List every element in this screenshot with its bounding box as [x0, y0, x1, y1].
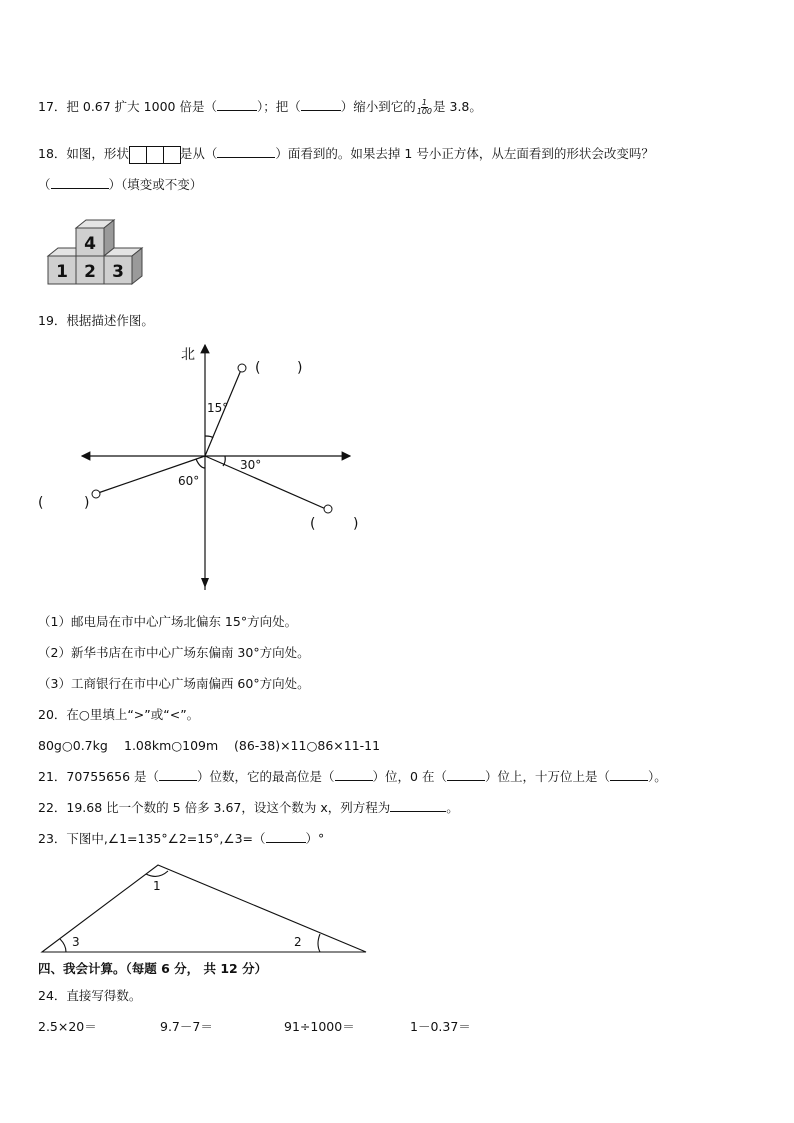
cube-label-1: 1: [56, 262, 68, 282]
q21-text-3: ）位，0 在（: [372, 769, 447, 784]
paren-close: ): [84, 495, 90, 511]
question-23: [38, 830, 324, 848]
q19-item-1: （1）邮电局在市中心广场北偏东 15°方向处。: [38, 614, 298, 629]
q20-item-1: 80g○0.7kg: [38, 738, 108, 753]
q17-text-1: 17．把 0.67 扩大 1000 倍是（: [38, 99, 217, 114]
compass-direction-diagram: [30, 338, 370, 594]
triangle-figure: [38, 858, 378, 956]
q17-text-2: ）；把（: [256, 99, 301, 114]
q18-text-3: ）面看到的。如果去掉 1 号小正方体，从左面看到的形状会改变吗？: [275, 146, 654, 161]
q17-text-4: 是 3.8。: [433, 99, 482, 114]
question-24-title: 24．直接写得数。: [38, 988, 142, 1003]
point-bank: [92, 490, 100, 498]
paren-open: (: [310, 516, 316, 532]
q18-text-1: 18．如图，形状: [38, 146, 129, 161]
q21-answer-blank-4[interactable]: [610, 768, 648, 781]
angle-label-1: 1: [153, 879, 161, 893]
q20-item-3: (86-38)×11○86×11-11: [234, 738, 381, 753]
q17-fraction-numerator: 1: [421, 98, 427, 107]
q17-fraction: [417, 99, 432, 116]
q17-answer-blank-2[interactable]: [301, 98, 341, 111]
angle-arc-2: [318, 934, 320, 952]
paren-open: (: [38, 495, 44, 511]
q17-answer-blank-1[interactable]: [217, 98, 257, 111]
q21-text-1: 21．70755656 是（: [38, 769, 160, 784]
q18-answer-blank-1[interactable]: [217, 145, 275, 158]
paren-close: ): [297, 360, 303, 376]
q21-text-2: ）位数，它的最高位是（: [197, 769, 335, 784]
question-20-title: 20．在○里填上“>”或“<”。: [38, 707, 200, 722]
question-22: [38, 799, 459, 817]
q18-shape-square: [163, 146, 181, 164]
point-bookstore: [324, 505, 332, 513]
q22-answer-blank[interactable]: [390, 799, 446, 812]
question-18-line-2: [38, 176, 202, 194]
question-18: [38, 145, 654, 164]
angle-label-2: 2: [294, 935, 302, 949]
q24-items: [38, 1018, 471, 1036]
q22-text: 22．19.68 比一个数的 5 倍多 3.67，设这个数为 x，列方程为: [38, 800, 391, 815]
q19-item-3: （3）工商银行在市中心广场南偏西 60°方向处。: [38, 676, 310, 691]
q24-item-4: 1－0.37＝: [410, 1019, 471, 1034]
q18-shape-figure: [129, 145, 180, 164]
q20-items: [38, 737, 380, 755]
paren-open: (: [255, 360, 261, 376]
question-21: [38, 768, 667, 786]
q21-text-5: ）。: [647, 769, 667, 784]
angle-arc-15: [205, 436, 213, 438]
q18-shape-square: [146, 146, 164, 164]
q17-fraction-denominator: 100: [416, 107, 433, 116]
q24-item-2: 9.7－7＝: [160, 1019, 213, 1034]
angle-label-30: 30°: [240, 458, 262, 472]
q23-text-1: 23．下图中,∠1=135°∠2=15°,∠3=（: [38, 831, 266, 846]
cube-label-4: 4: [84, 234, 96, 254]
q20-item-2: 1.08km○109m: [124, 738, 219, 753]
ray-east-south-30: [205, 456, 326, 509]
q19-item-2: （2）新华书店在市中心广场东偏南 30°方向处。: [38, 645, 310, 660]
angle-label-15: 15°: [207, 401, 229, 415]
q18-answer-blank-2[interactable]: [51, 176, 109, 189]
q18-shape-square: [129, 146, 147, 164]
triangle-shape: [42, 865, 366, 952]
cube-label-3: 3: [112, 262, 124, 282]
cube-label-2: 2: [84, 262, 96, 282]
q21-text-4: ）位上，十万位上是（: [484, 769, 610, 784]
north-label: 北: [181, 347, 195, 363]
q18-text-5: ）（填变或不变）: [108, 177, 203, 192]
q23-text-2: ）°: [305, 831, 325, 846]
q17-text-3: ）缩小到它的: [340, 99, 416, 114]
section-4-title: 四、我会计算。（每题 6 分， 共 12 分）: [38, 961, 268, 976]
angle-arc-60: [196, 459, 205, 468]
angle-label-60: 60°: [178, 474, 200, 488]
q21-answer-blank-1[interactable]: [159, 768, 197, 781]
point-post-office: [238, 364, 246, 372]
q21-answer-blank-3[interactable]: [447, 768, 485, 781]
cube-stack-figure: [44, 218, 149, 290]
q24-item-3: 91÷1000＝: [284, 1019, 355, 1034]
south-arrowhead: [201, 578, 209, 588]
question-17: [38, 98, 482, 116]
question-19-title: 19．根据描述作图。: [38, 313, 154, 328]
q24-item-1: 2.5×20＝: [38, 1019, 97, 1034]
paren-close: ): [353, 516, 359, 532]
q18-text-2: 是从（: [179, 146, 218, 161]
angle-label-3: 3: [72, 935, 80, 949]
angle-arc-3: [60, 939, 66, 952]
q23-answer-blank[interactable]: [266, 830, 306, 843]
q18-text-4: （: [38, 177, 51, 192]
q22-end: 。: [446, 800, 459, 815]
q21-answer-blank-2[interactable]: [335, 768, 373, 781]
